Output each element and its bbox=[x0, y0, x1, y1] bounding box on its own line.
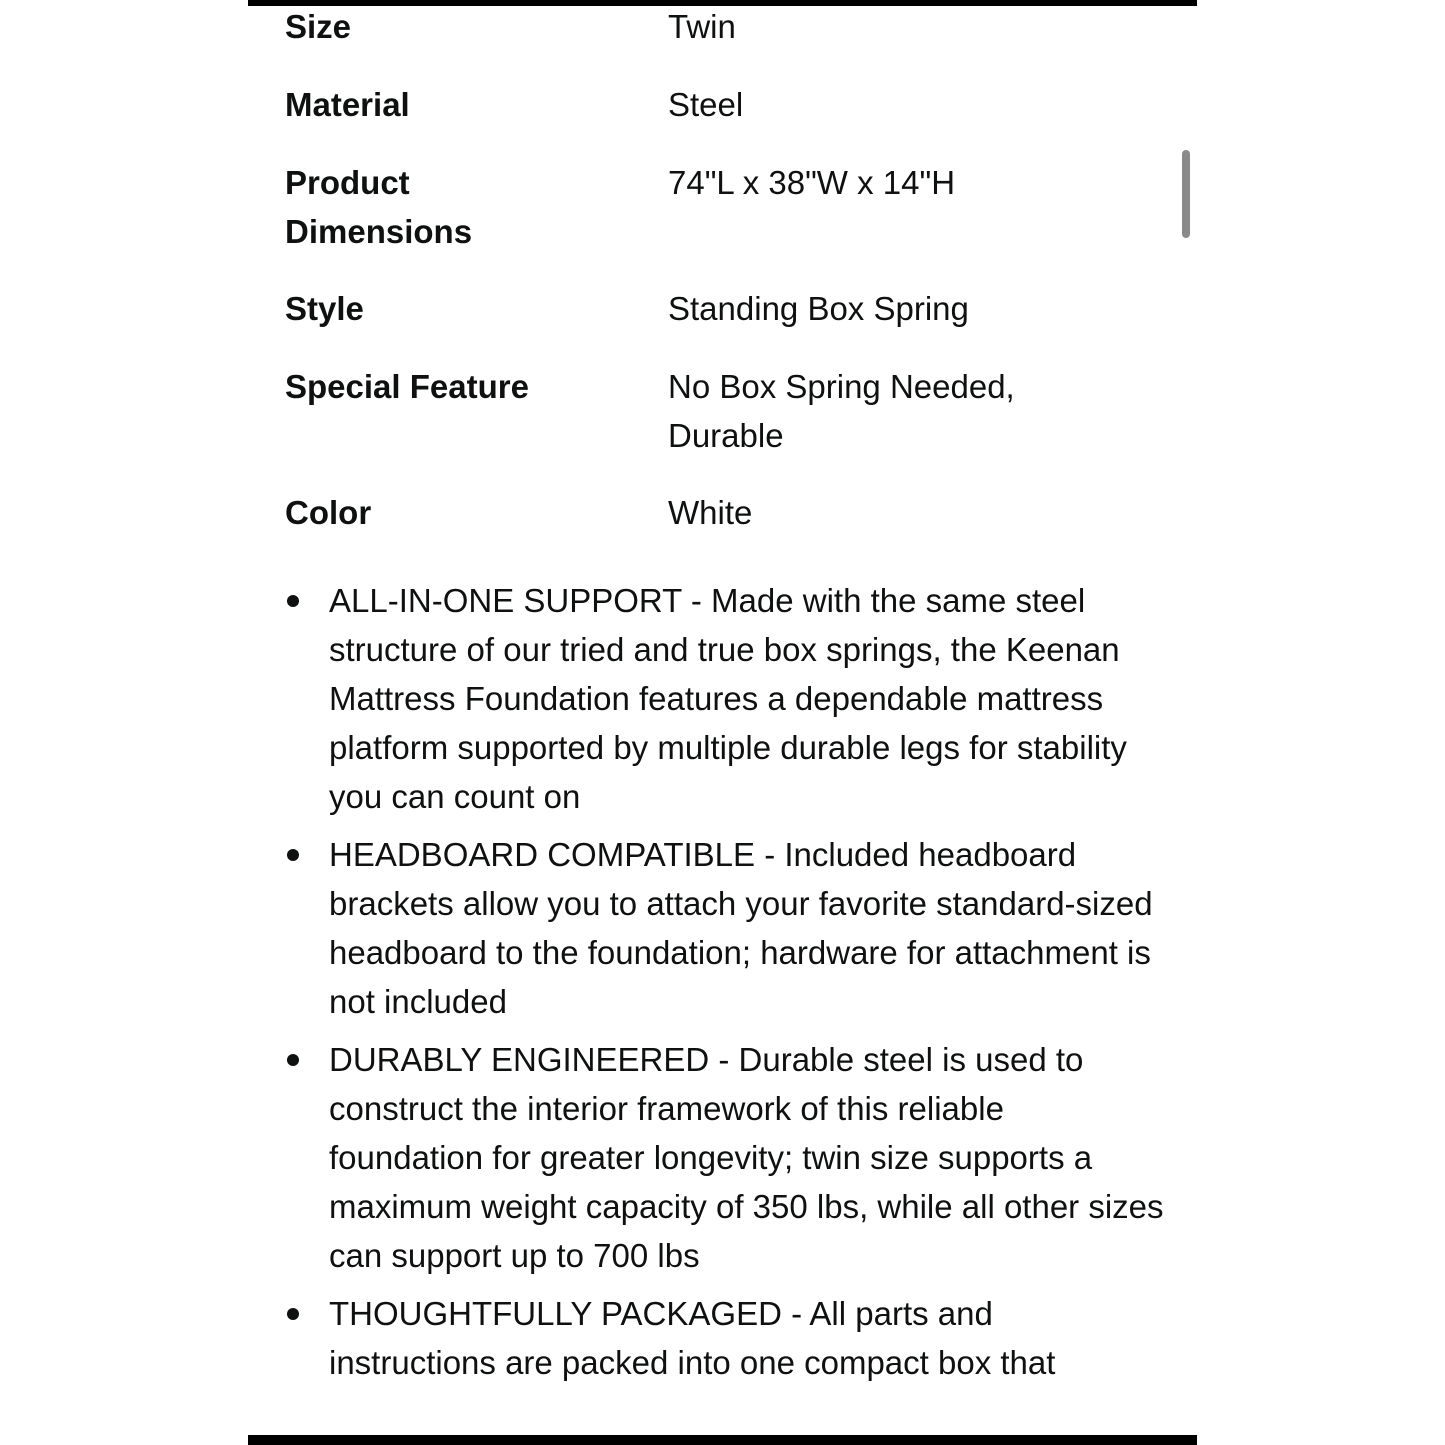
bullet-dot-icon bbox=[287, 849, 299, 861]
spec-label: Color bbox=[285, 494, 372, 531]
feature-bullet-list bbox=[285, 576, 1165, 1396]
spec-label: Material bbox=[285, 86, 410, 123]
spec-label: Style bbox=[285, 290, 364, 327]
feature-bullet-text: THOUGHTFULLY PACKAGED - All parts and instructions are packed into one compact box that bbox=[329, 1295, 1056, 1381]
spec-value: No Box Spring Needed, Durable bbox=[668, 368, 1015, 454]
spec-value: Standing Box Spring bbox=[668, 290, 969, 327]
spec-label: Special Feature bbox=[285, 368, 529, 405]
spec-value: 74"L x 38"W x 14"H bbox=[668, 164, 956, 201]
spec-label: Size bbox=[285, 8, 352, 45]
scrollbar-thumb[interactable] bbox=[1182, 150, 1190, 238]
spec-value: Twin bbox=[668, 8, 736, 45]
feature-bullet bbox=[285, 576, 1165, 821]
bullet-dot-icon bbox=[287, 1054, 299, 1066]
feature-bullet-text: ALL-IN-ONE SUPPORT - Made with the same steel structure of our tried and true box springs, the Keenan Mattress Foundation features a dependable mattress platform supported by multiple durable legs for stability you can count on bbox=[329, 582, 1127, 815]
spec-value: Steel bbox=[668, 86, 744, 123]
feature-bullet-text: DURABLY ENGINEERED - Durable steel is used to construct the interior framework of this reliable foundation for greater longevity; twin size supports a maximum weight capacity of 350 lbs, while all other sizes can support up to 700 lbs bbox=[329, 1041, 1164, 1274]
bullet-dot-icon bbox=[287, 595, 299, 607]
feature-bullet bbox=[285, 830, 1165, 1026]
bullet-dot-icon bbox=[287, 1308, 299, 1320]
feature-bullet-text: HEADBOARD COMPATIBLE - Included headboard brackets allow you to attach your favorite standard-sized headboard to the foundation; hardware for attachment is not included bbox=[329, 836, 1153, 1020]
bottom-edge-bar bbox=[248, 1435, 1197, 1445]
feature-bullet bbox=[285, 1289, 1165, 1387]
product-details-screen[interactable] bbox=[248, 0, 1197, 1445]
spec-label: Product Dimensions bbox=[285, 164, 473, 250]
spec-value: White bbox=[668, 494, 753, 531]
feature-bullet bbox=[285, 1035, 1165, 1280]
